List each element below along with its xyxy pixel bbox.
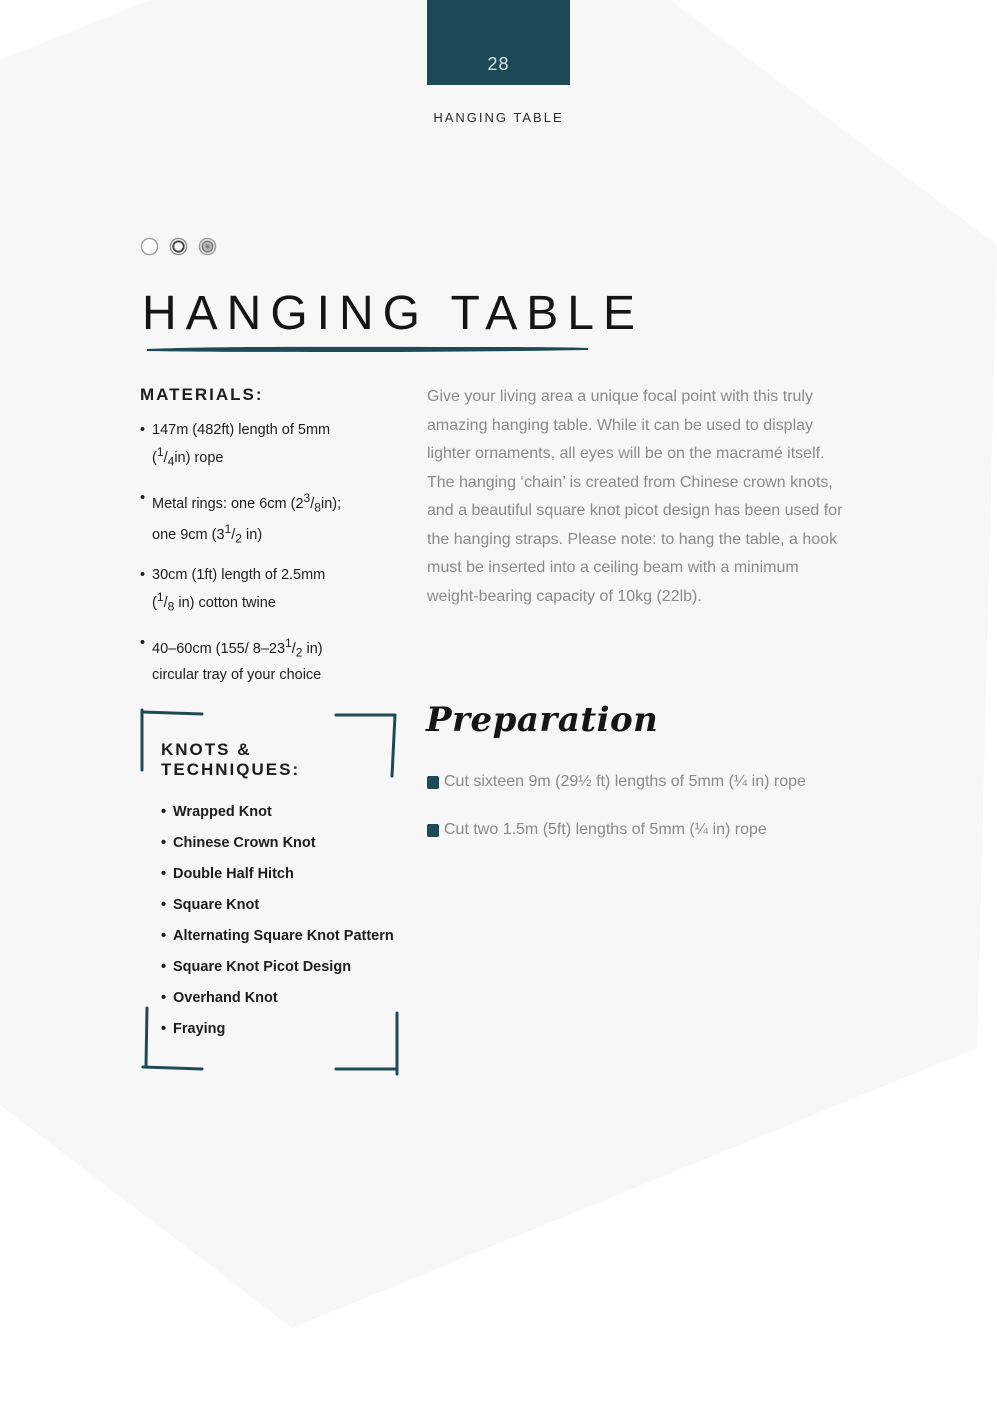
list-item: • Square Knot Picot Design bbox=[161, 957, 401, 977]
list-item: • Overhand Knot bbox=[161, 988, 401, 1008]
knots-heading: KNOTS & TECHNIQUES: bbox=[161, 740, 301, 779]
filled-ring-icon bbox=[198, 237, 217, 256]
list-item: • 30cm (1ft) length of 2.5mm ($^1/_8$ in) cotton twine bbox=[140, 564, 380, 618]
list-item: • Chinese Crown Knot bbox=[161, 833, 401, 853]
empty-ring-icon bbox=[140, 237, 159, 256]
materials-list bbox=[140, 419, 380, 686]
knots-techniques-section bbox=[161, 740, 401, 1039]
title-brush-underline bbox=[145, 344, 590, 354]
list-item: • Double Half Hitch bbox=[161, 864, 401, 884]
list-item: • Square Knot bbox=[161, 895, 401, 915]
square-bullet-icon bbox=[427, 824, 439, 837]
materials-section bbox=[140, 385, 380, 686]
list-item: • Metal rings: one 6cm $(2^3/_8in)$; one 9cm ($3^1/_2$ in) bbox=[140, 487, 380, 550]
square-bullet-icon bbox=[427, 776, 439, 789]
page-number-tab bbox=[427, 0, 570, 85]
intro-paragraph: Give your living area a unique focal point with this truly amazing hanging table. While it can be used to display lighter ornaments, all eyes will be on the macramé itself. The hanging ‘chain’ is created from Chinese crown knots, and a beautiful square knot picot design has been used for the hanging straps. Please note: to hang the table, a hook must be inserted into a ceiling beam with a minimum weight-bearing capacity of 10kg (22lb). bbox=[427, 388, 843, 605]
list-item: Cut two 1.5m (5ft) lengths of 5mm (¼ in) rope bbox=[427, 818, 806, 842]
list-item: • Fraying bbox=[161, 1019, 401, 1039]
list-item: Cut sixteen 9m (29½ ft) lengths of 5mm (¼ in) rope bbox=[427, 770, 806, 794]
list-item: • 40–60cm (155/ $8-23^1/_2$ in) circular tray of your choice bbox=[140, 632, 380, 686]
page-number: 28 bbox=[487, 54, 510, 74]
page-title: HANGING TABLE bbox=[142, 287, 644, 340]
preparation-title: Preparation bbox=[426, 700, 659, 740]
materials-heading: MATERIALS: bbox=[140, 385, 264, 404]
list-item: • Wrapped Knot bbox=[161, 802, 401, 822]
running-head: HANGING TABLE bbox=[433, 110, 564, 125]
knots-list bbox=[161, 802, 401, 1039]
preparation-list bbox=[427, 770, 806, 866]
list-item: • Alternating Square Knot Pattern bbox=[161, 926, 401, 946]
list-item: • 147m (482ft) length of 5mm $(^1/_4in)$ rope bbox=[140, 419, 380, 473]
ring-icon bbox=[169, 237, 188, 256]
difficulty-indicator bbox=[140, 237, 217, 256]
